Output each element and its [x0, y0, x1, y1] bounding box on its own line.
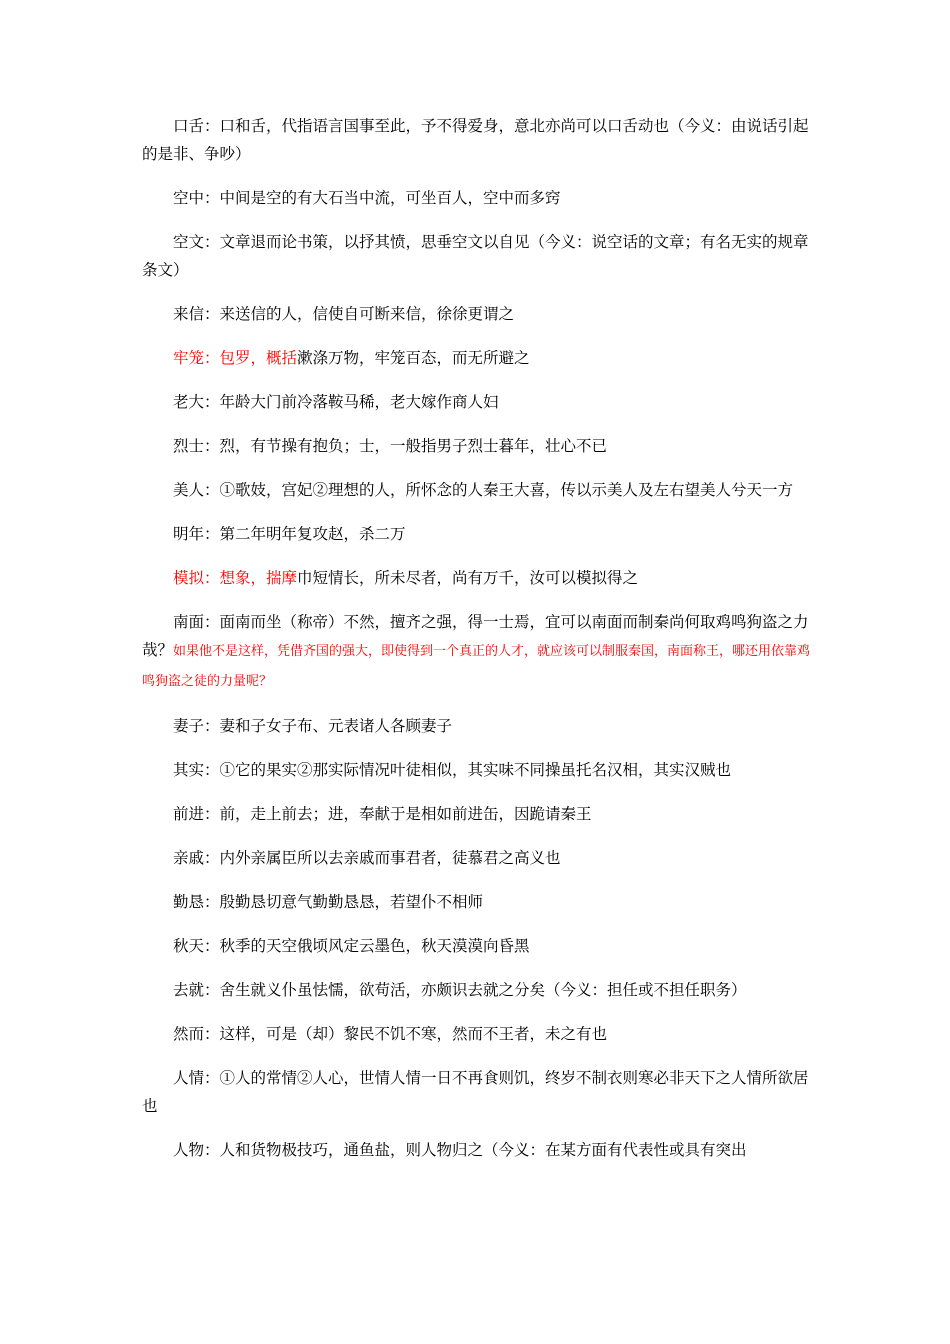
entry-term: 来信 [173, 305, 205, 323]
entry-term: 妻子 [173, 717, 205, 735]
entry-term: 老大 [173, 393, 205, 411]
entry-highlight: ：想象，揣摩 [204, 569, 298, 587]
entry-raner [142, 1020, 812, 1048]
entry-highlight: ：包罗，概括 [204, 349, 298, 367]
entry-body: 巾短情长，所未尽者，尚有万千，汝可以模拟得之 [297, 569, 639, 587]
entry-term: 秋天 [173, 937, 205, 955]
entry-body: ：人和货物极技巧，通鱼盐，则人物归之（今义：在某方面有代表性或具有突出 [204, 1141, 747, 1159]
entry-term: 其实 [173, 761, 205, 779]
entry-body: ：前，走上前去；进，奉献于是相如前进缶，因跪请秦王 [204, 805, 592, 823]
entry-term: 亲戚 [173, 849, 205, 867]
entry-body: ：①歌妓，宫妃②理想的人，所怀念的人秦王大喜，传以示美人及左右望美人兮天一方 [204, 481, 794, 499]
entry-body: ：中间是空的有大石当中流，可坐百人，空中而多窍 [204, 189, 561, 207]
document-page [142, 112, 812, 1180]
entry-renwu [142, 1136, 812, 1164]
entry-body: ：文章退而论书策，以抒其愤，思垂空文以自见（今义：说空话的文章；有名无实的规章条文） [142, 233, 809, 279]
entry-term: 南面 [173, 613, 205, 631]
entry-renqing [142, 1064, 812, 1120]
entry-lieshi [142, 432, 812, 460]
entry-laolong [142, 344, 812, 372]
entry-body: ：年龄大门前冷落鞍马稀，老大嫁作商人妇 [204, 393, 499, 411]
entry-body: ：烈，有节操有抱负；士，一般指男子烈士暮年，壮心不已 [204, 437, 608, 455]
entry-body: ：面南而坐（称帝）不然，擅齐之强，得一士焉，宜可以南面而制秦尚何取鸡鸣狗盗之力哉？ [142, 613, 809, 659]
entry-qishi [142, 756, 812, 784]
entry-term: 模拟 [173, 569, 205, 587]
entry-body: 漱涤万物，牢笼百态，而无所避之 [297, 349, 530, 367]
entry-body: ：殷勤恳切意气勤勤恳恳，若望仆不相师 [204, 893, 484, 911]
entry-body: ：来送信的人，信使自可断来信，徐徐更谓之 [204, 305, 515, 323]
entry-body: ：①它的果实②那实际情况叶徒相似，其实味不同操虽托名汉相，其实汉贼也 [204, 761, 732, 779]
entry-mingnian [142, 520, 812, 548]
entry-term: 然而 [173, 1025, 205, 1043]
entry-term: 人情 [173, 1069, 205, 1087]
entry-meiren [142, 476, 812, 504]
entry-term: 空中 [173, 189, 205, 207]
entry-body: ：口和舌，代指语言国事至此，予不得爱身，意北亦尚可以口舌动也（今义：由说话引起的是非、争吵） [142, 117, 809, 163]
entry-qujiu [142, 976, 812, 1004]
entry-body: ：第二年明年复攻赵，杀二万 [204, 525, 406, 543]
entry-term: 明年 [173, 525, 205, 543]
entry-kongwen [142, 228, 812, 284]
translation-note: 如果他不是这样，凭借齐国的强大，即使得到一个真正的人才，就应该可以制服秦国，南面称王，哪还用依靠鸡鸣狗盗之徒的力量呢？ [142, 644, 811, 689]
entry-term: 去就 [173, 981, 205, 999]
entry-body: ：①人的常情②人心，世情人情一日不再食则饥，终岁不制衣则寒必非天下之人情所欲居也 [142, 1069, 809, 1115]
entry-term: 人物 [173, 1141, 205, 1159]
entry-term: 空文 [173, 233, 205, 251]
entry-qizi [142, 712, 812, 740]
entry-body: ：舍生就义仆虽怯懦，欲苟活，亦颇识去就之分矣（今义：担任或不担任职务） [204, 981, 747, 999]
entry-term: 美人 [173, 481, 205, 499]
entry-term: 勤恳 [173, 893, 205, 911]
entry-koushe [142, 112, 812, 168]
entry-body: ：妻和子女子布、元表诸人各顾妻子 [204, 717, 453, 735]
entry-qinqi [142, 844, 812, 872]
entry-moni [142, 564, 812, 592]
entry-body: ：这样，可是（却）黎民不饥不寒，然而不王者，未之有也 [204, 1025, 608, 1043]
entry-laoda [142, 388, 812, 416]
entry-term: 前进 [173, 805, 205, 823]
entry-kongzhong [142, 184, 812, 212]
entry-qianjin [142, 800, 812, 828]
entry-body: ：内外亲属臣所以去亲戚而事君者，徒慕君之高义也 [204, 849, 561, 867]
entry-laixin [142, 300, 812, 328]
entry-nanmian [142, 608, 812, 696]
entry-qinken [142, 888, 812, 916]
entry-term: 烈士 [173, 437, 205, 455]
entry-term: 牢笼 [173, 349, 205, 367]
entry-body: ：秋季的天空俄顷风定云墨色，秋天漠漠向昏黑 [204, 937, 530, 955]
entry-qiutian [142, 932, 812, 960]
entry-term: 口舌 [173, 117, 205, 135]
